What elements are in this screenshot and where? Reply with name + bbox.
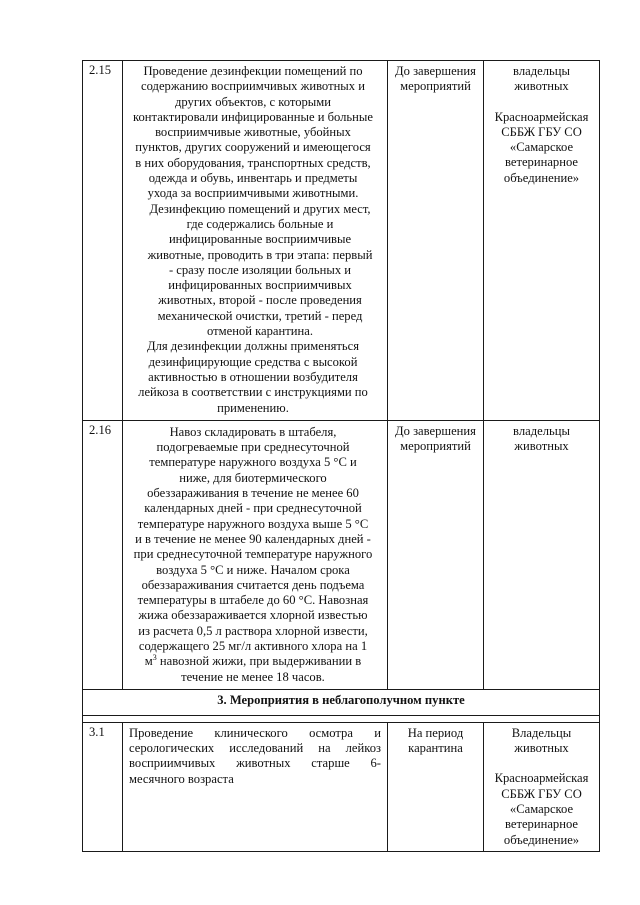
action-text: Проведение клинического осмотра и серологических исследований на лейкоз восприимчивых животных старше 6-месячного возраста [129, 725, 381, 786]
spacer-row [83, 715, 600, 722]
section-title: 3. Мероприятия в неблагополучном пункте [83, 689, 600, 715]
action-paragraph: Дезинфекцию помещений и других мест, где содержались больные и инфицированные восприимчивые животные, проводить в три этапа: первый - сразу после изоляции больных и инфицированных восприимчивых животных, второй - после проведения механической очистки, третий - перед отменой карантина. [147, 201, 373, 339]
row-number: 2.15 [83, 61, 123, 421]
term-text: До завершения мероприятий [395, 423, 476, 454]
measures-table [82, 60, 600, 852]
action-text-end: навозной жижи, при выдерживании в течение не менее 18 часов. [156, 654, 362, 684]
section-row [83, 689, 600, 715]
action-cell [123, 61, 388, 421]
term-cell [388, 420, 484, 689]
responsible-secondary: Красноармейская СББЖ ГБУ СО «Самарское ветеринарное объединение» [494, 109, 589, 185]
action-paragraph: Проведение дезинфекции помещений по содержанию восприимчивых животных и других объектов, с которыми контактировали инфицированные и больные восприимчивые животные, убойных пунктов, других сооружений и имеющегося в них оборудования, транспортных средств, одежда и обувь, инвентарь и предметы ухода за восприимчивыми животными. [133, 64, 373, 201]
action-text: Навоз складировать в штабеля, подогреваемые при среднесуточной температуре наружного воздуха 5 °С и ниже, для биотермического обеззараживания в течение не менее 60 календарных дней - при среднесуточной температуре наружного воздуха выше 5 °С и в течение не менее 90 календарных дней - при среднесуточной температуре наружного воздуха 5 °С и ниже. Началом срока обеззараживания считается день подъема температуры в штабеле до 60 °С. Навозная жижа обеззараживается хлорной известью из расчета 0,5 л раствора хлорной извести, содержащего 25 мг/л активного хлора на 1 м [133, 424, 373, 669]
row-number: 2.16 [83, 420, 123, 689]
responsible-primary: Владельцы животных [511, 725, 572, 756]
responsible-cell [484, 420, 600, 689]
action-cell [123, 722, 388, 851]
action-cell [123, 420, 388, 689]
spacer [83, 715, 600, 722]
responsible-cell [484, 61, 600, 421]
term-cell [388, 722, 484, 851]
action-paragraph: Для дезинфекции должны применяться дезинфицирующие средства с высокой активностью в отношении возбудителя лейкоза в соответствии с инструкциями по применению. [138, 339, 368, 415]
term-text: На период карантина [407, 725, 464, 756]
term-text: До завершения мероприятий [395, 64, 476, 94]
responsible-cell [484, 722, 600, 851]
table-row [83, 61, 600, 421]
superscript: 3 [152, 653, 157, 663]
term-cell [388, 61, 484, 421]
table-row [83, 420, 600, 689]
responsible-secondary: Красноармейская СББЖ ГБУ СО «Самарское ветеринарное объединение» [494, 771, 589, 847]
row-number: 3.1 [83, 722, 123, 851]
responsible-primary: владельцы животных [513, 64, 570, 94]
table-row [83, 722, 600, 851]
responsible-primary: владельцы животных [513, 423, 570, 454]
